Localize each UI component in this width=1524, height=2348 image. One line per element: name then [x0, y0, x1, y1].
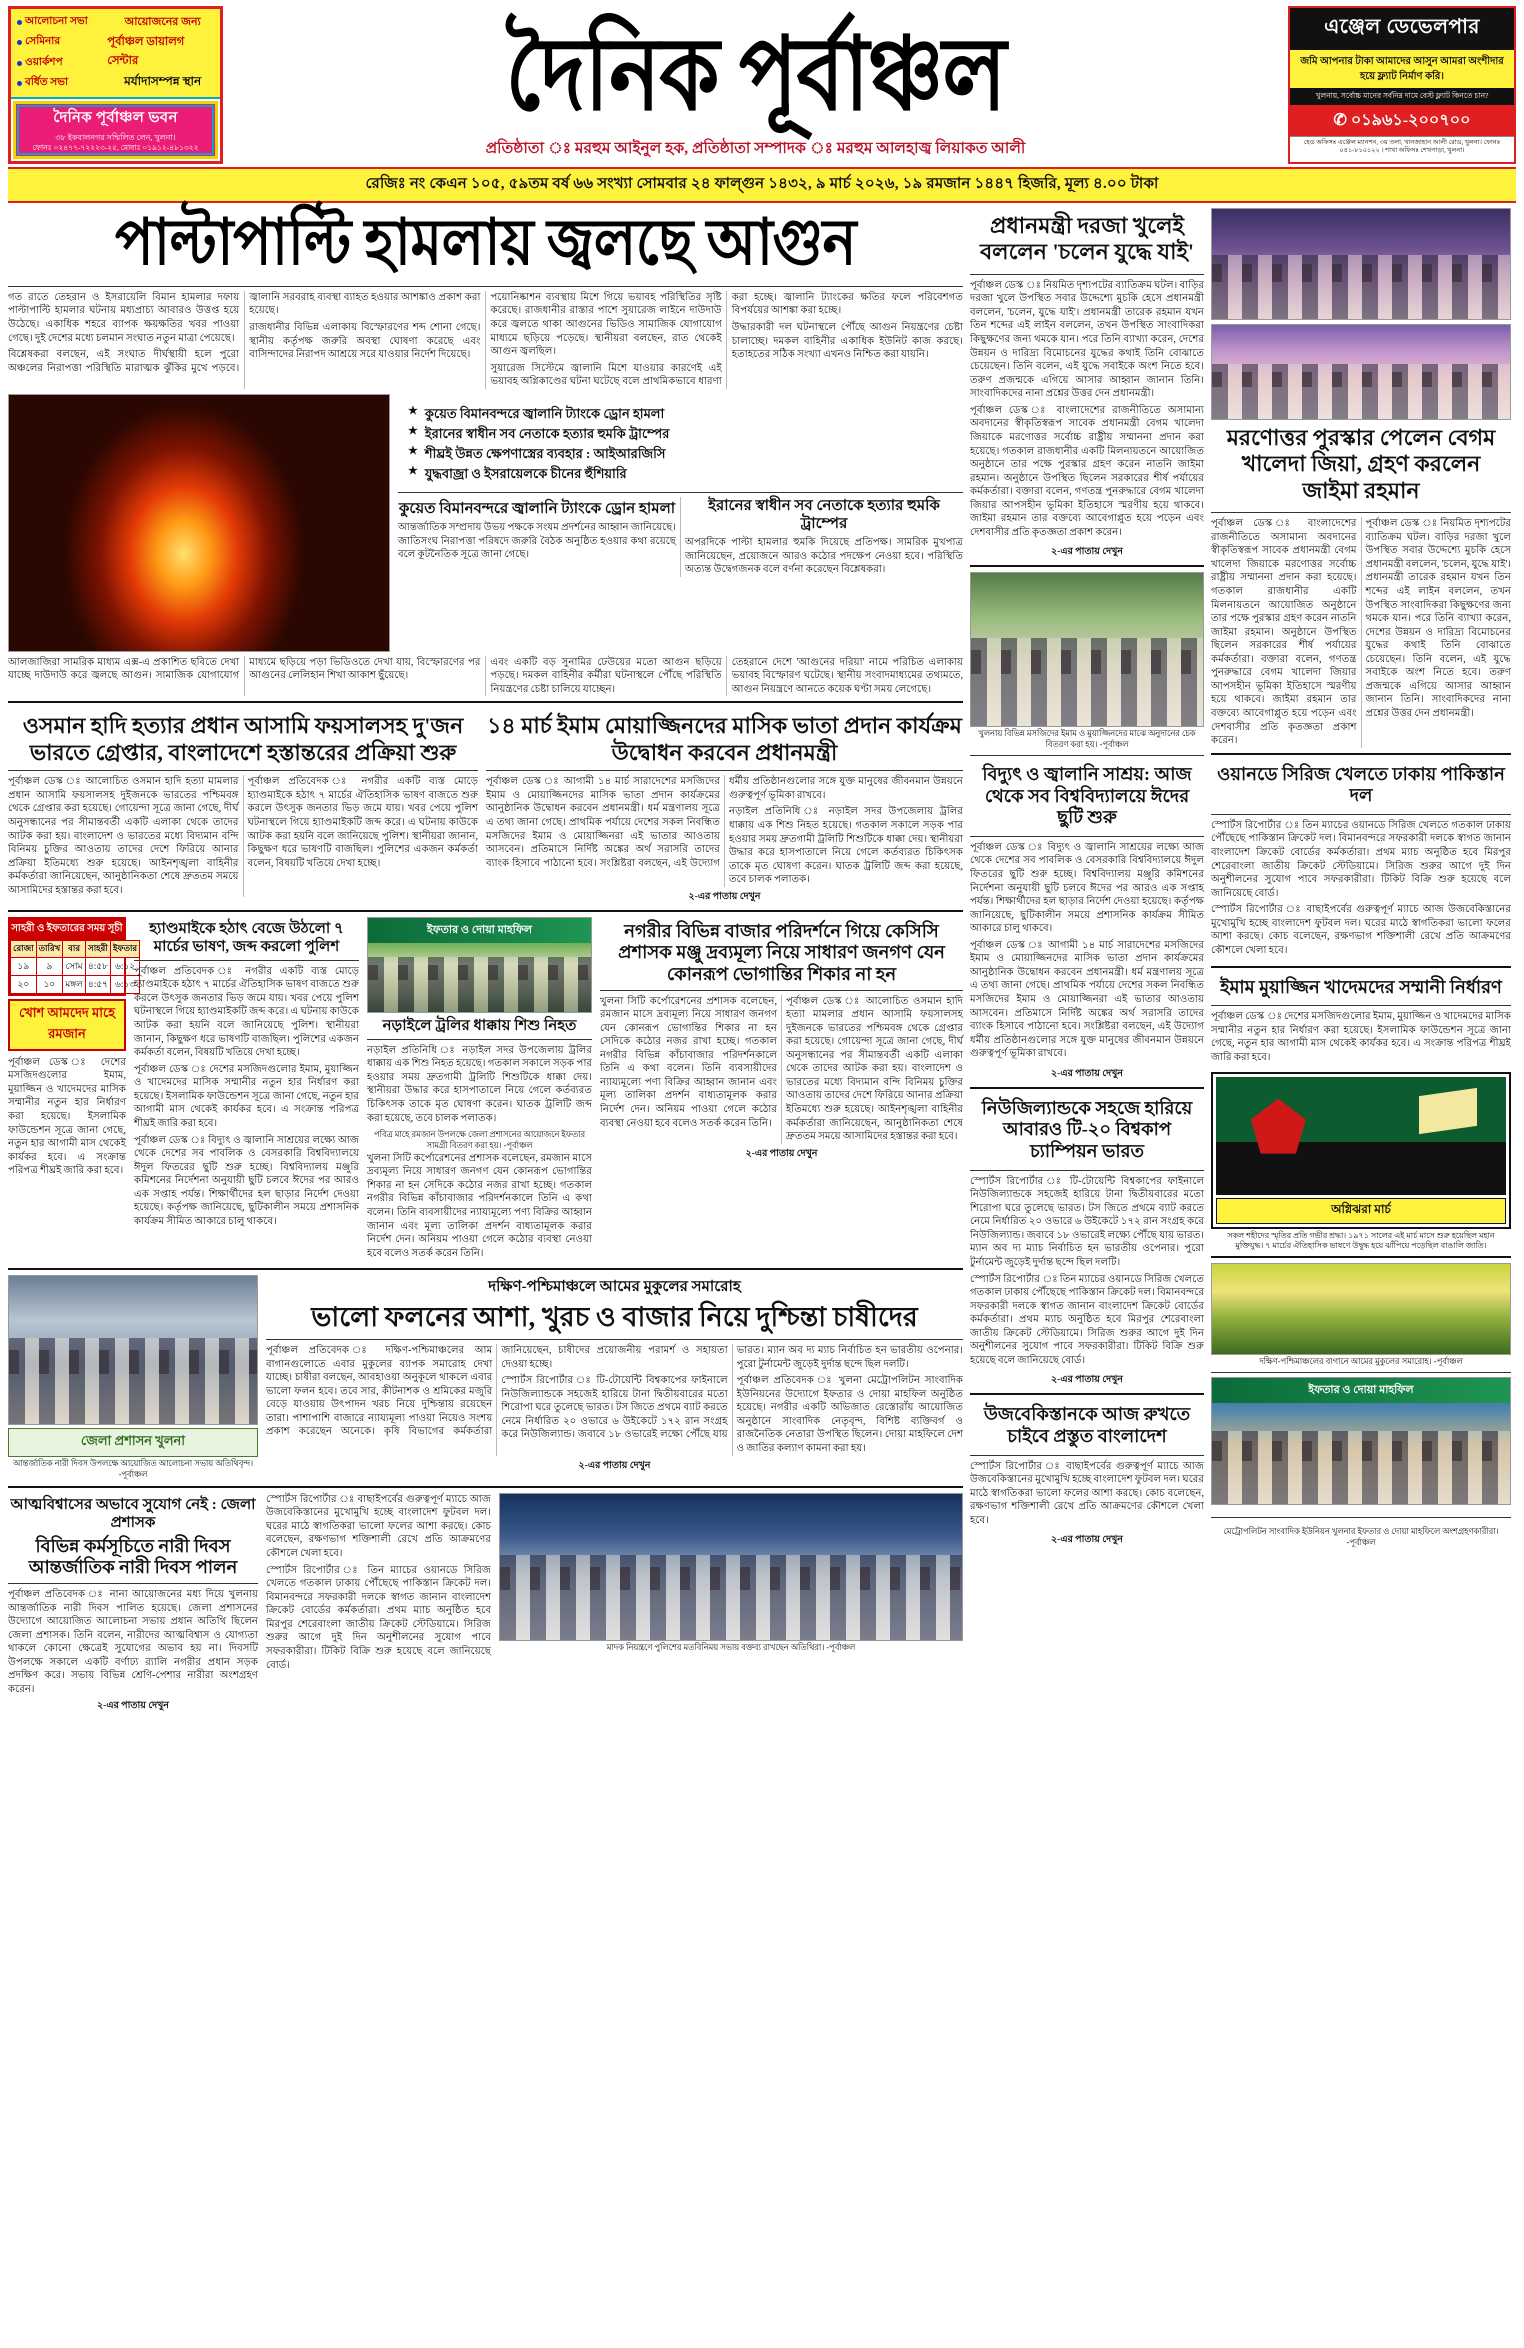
lead-intro-columns	[8, 291, 963, 389]
paragraph: পূর্বাঞ্চল প্রতিবেদক ঃ নগরীর একটি ব্যস্ত মোড়ে হ্যাণ্ডমাইকে হঠাৎ ৭ মার্চের ঐতিহাসিক ভাষণ বাজতে শুরু করলে উৎসুক জনতার ভিড় জমে যায়। খবর পেয়ে পুলিশ ঘটনাস্থলে গিয়ে হ্যাণ্ডমাইকটি জব্দ করে। এ ঘটনায় কাউকে আটক করা হয়নি বলে জানিয়েছে পুলিশ। স্থানীয়রা জানান, কিছুক্ষণ ধরে ভাষণটি বাজছিল। পুলিশের একজন কর্মকর্তা বলেন, বিষয়টি খতিয়ে দেখা হচ্ছে।	[247, 776, 478, 869]
divider	[1211, 1256, 1511, 1258]
cell: সোম	[63, 957, 86, 975]
divider	[1211, 814, 1511, 815]
divider	[970, 1393, 1204, 1395]
story-body	[600, 995, 963, 1144]
mid-story-row	[8, 708, 963, 904]
story-body	[134, 965, 359, 1232]
paragraph: বিশ্লেষকরা বলছেন, এই সংঘাত দীর্ঘস্থায়ী হলে পুরো অঞ্চলের নিরাপত্তা পরিস্থিতি মারাত্মক ঝুঁকির মুখে পড়বে। জ্বালানি সরবরাহ ব্যবস্থা ব্যাহত হওয়ার আশঙ্কাও প্রকাশ করা হয়েছে।	[8, 291, 481, 374]
photo-figures	[1212, 1431, 1510, 1504]
lower-story-row	[8, 917, 963, 1263]
paragraph: স্পোর্টস রিপোর্টার ঃ তিন ম্যাচের ওয়ানডে সিরিজ খেলতে গতকাল ঢাকায় পৌঁছেছে পাকিস্তান ক্রিকেট দল। বিমানবন্দরে সফরকারী দলকে স্বাগত জানান বাংলাদেশ ক্রিকেট বোর্ডের কর্মকর্তারা। প্রথম ম্যাচ অনুষ্ঠিত হবে মিরপুর শেরেবাংলা জাতীয় ক্রিকেট স্টেডিয়ামে। সিরিজ শুরুর আগে দুই দিন অনুশীলনের সুযোগ পাবে সফরকারীরা। টিকিট বিক্রি শুরু হয়েছে বলে জানিয়েছে বোর্ড।	[970, 1273, 1204, 1366]
lead-bullet-item	[408, 464, 953, 484]
photo-figures	[1212, 255, 1510, 319]
cell: ১০	[36, 975, 63, 993]
lead-photo-block	[8, 394, 390, 652]
divider	[266, 1339, 963, 1340]
story-ramadan-market	[600, 917, 963, 1263]
dc-khulna-banner: জেলা প্রশাসন খুলনা	[8, 1428, 258, 1457]
cell: ৯	[36, 957, 63, 975]
paragraph: রাজধানীর বিভিন্ন এলাকায় বিস্ফোরণের শব্দ শোনা গেছে। স্থানীয় কর্তৃপক্ষ জরুরি অবস্থা ঘোষণা করেছে এবং বাসিন্দাদের নিরাপদ আশ্রয়ে সরে যাওয়ার নির্দেশ দিয়েছে।	[249, 321, 481, 361]
col-header: সাহরী	[85, 940, 110, 957]
cell: ৪:৫৮	[85, 957, 110, 975]
paragraph: স্পোর্টস রিপোর্টার ঃ বাছাইপর্বের গুরুত্বপূর্ণ ম্যাচে আজ উজবেকিস্তানের মুখোমুখি হচ্ছে বাংলাদেশ ফুটবল দল। ঘরের মাঠে স্বাগতিকরা ভালো ফলের আশা করছে। কোচ বলেছেন, রক্ষণভাগ শক্তিশালী রেখে প্রতি আক্রমণের কৌশলে খেলা হবে।	[266, 1493, 491, 1559]
story-mango-blossom	[266, 1275, 963, 1481]
paragraph: পূর্বাঞ্চল ডেস্ক ঃ দেশের মসজিদগুলোর ইমাম, মুয়াজ্জিন ও খাদেমদের মাসিক সম্মানীর নতুন হার নির্ধারণ করা হয়েছে। ইসলামিক ফাউন্ডেশন সূত্রে জানা গেছে, নতুন হার আগামী মাস থেকেই কার্যকর হবে। এ সংক্রান্ত পরিপত্র শীঘ্রই জারি করা হবে।	[134, 1063, 359, 1129]
cell: ৬:১৩	[110, 975, 139, 993]
masthead	[8, 6, 1516, 164]
paragraph: এবং একটি বড় সুনামির ঢেউয়ের মতো আগুন ছড়িয়ে পড়ছে। দমকল বাহিনীর কর্মীরা ঘটনাস্থলে পৌঁছে পরিস্থিতি নিয়ন্ত্রণের চেষ্টা চালিয়ে যাচ্ছেন।	[490, 656, 722, 695]
paragraph: স্পোর্টস রিপোর্টার ঃ টি-টোয়েন্টি বিশ্বকাপের ফাইনালে নিউজিল্যান্ডকে সহজেই হারিয়ে টানা দ্বিতীয়বারের মতো শিরোপা ঘরে তুলেছে ভারত। টস জিতে প্রথমে ব্যাট করতে নেমে নির্ধারিত ২০ ওভারে ৬ উইকেটে ১৭২ রান সংগ্রহ করে নিউজিল্যান্ড। জবাবে ১৮ ওভারেই লক্ষ্যে পৌঁছে যায় ভারত। ম্যান অব দ্য ম্যাচ নির্বাচিত হন ভারতীয় ওপেনার। পুরো টুর্নামেন্ট জুড়েই দুর্দান্ত ছন্দে ছিল দলটি।	[970, 1175, 1204, 1268]
ad-dialog-center-text	[107, 12, 218, 94]
star-icon: ★	[408, 404, 418, 417]
paragraph: নড়াইল প্রতিনিধি ঃ নড়াইল সদর উপজেলায় ট্রলির ধাক্কায় এক শিশু নিহত হয়েছে। গতকাল সকালে সড়ক পার হওয়ার সময় দ্রুতগামী ট্রলিটি শিশুটিকে ধাক্কা দেয়। স্থানীয়রা উদ্ধার করে হাসপাতালে নিয়ে গেলে কর্তব্যরত চিকিৎসক তাকে মৃত ঘোষণা করেন। ঘাতক ট্রলিটি জব্দ করা হয়েছে, তবে চালক পলাতক।	[729, 806, 963, 886]
photo-banner: ইফতার ও দোয়া মাহফিল	[1212, 1378, 1510, 1403]
story-body	[266, 1344, 963, 1456]
divider	[970, 274, 1204, 275]
paragraph: পূর্বাঞ্চল প্রতিবেদক ঃ নানা আয়োজনের মধ্য দিয়ে খুলনায় আন্তর্জাতিক নারী দিবস পালিত হয়েছে। জেলা প্রশাসনের উদ্যোগে আয়োজিত আলোচনা সভায় প্রধান অতিথি ছিলেন জেলা প্রশাসক। তিনি বলেন, নারীদের আত্মবিশ্বাস ও যোগ্যতা থাকলে কোনো ক্ষেত্রেই সুযোগের অভাব হয় না। দিবসটি উপলক্ষে সকালে একটি বর্ণাঢ্য র‍্যালি নগরীর প্রধান সড়ক প্রদক্ষিণ করে। সভায় বিভিন্ন শ্রেণি-পেশার নারীরা অংশগ্রহণ করেন।	[8, 1588, 258, 1695]
ad-angel-developer[interactable]	[1288, 6, 1516, 164]
story-headline: ভালো ফলনের আশা, খুরচ ও বাজার নিয়ে দুশ্চিন্তা চাষীদের	[311, 1302, 918, 1333]
ad-bullet-label: বর্ধিত সভা	[25, 77, 69, 89]
mango-blossom-photo	[1211, 1263, 1511, 1355]
divider	[8, 1268, 963, 1270]
paragraph: আন্তর্জাতিক সম্প্রদায় উভয় পক্ষকে সংযম প্রদর্শনের আহ্বান জানিয়েছে। জাতিসংঘ নিরাপত্তা পরিষদে জরুরি বৈঠক অনুষ্ঠিত হওয়ার কথা রয়েছে বলে কূটনৈতিক সূত্রে জানা গেছে।	[398, 522, 676, 561]
divider	[486, 770, 963, 771]
table-row	[11, 957, 140, 975]
ad-building-name: দৈনিক পূর্বাঞ্চল ভবন	[53, 109, 178, 126]
ad-line-1: আয়োজনের জন্য	[124, 15, 201, 28]
masthead-center	[229, 6, 1282, 164]
paragraph: পূর্বাঞ্চল ডেস্ক ঃ আলোচিত ওসমান হাদি হত্যা মামলার প্রধান আসামি ফয়সালসহ দুইজনকে ভারতের পশ্চিমবঙ্গ থেকে গ্রেপ্তার করা হয়েছে। গোয়েন্দা সূত্রে জানা গেছে, দীর্ঘ অনুসন্ধানের পর সীমান্তবর্তী একটি এলাকা থেকে তাদের আটক করা হয়। বাংলাদেশ ও ভারতের মধ্যে বিদ্যমান বন্দি বিনিময় চুক্তির আওতায় তাদের দেশে ফিরিয়ে আনার প্রক্রিয়া ইতিমধ্যে শুরু হয়েছে। আইনশৃঙ্খলা বাহিনীর কর্মকর্তারা জানিয়েছেন, আনুষ্ঠানিকতা শেষে দ্রুততম সময়ে আসামিদের হস্তান্তর করা হবে।	[786, 995, 963, 1143]
ad-bullet-item	[17, 14, 107, 31]
photo-figures	[1212, 364, 1510, 419]
paragraph: পূর্বাঞ্চল প্রতিবেদক ঃ দক্ষিণ-পশ্চিমাঞ্চলের আম বাগানগুলোতে এবার মুকুলের ব্যাপক সমারোহ দেখা যাচ্ছে। চাষীরা বলছেন, আবহাওয়া অনুকূলে থাকলে এবার ভালো ফলন হবে। তবে সার, কীটনাশক ও শ্রমিকের মজুরি বেড়ে যাওয়ায় উৎপাদন খরচ নিয়ে দুশ্চিন্তায় রয়েছেন তারা। পাশাপাশি বাজারে ন্যায্যমূল্য পাওয়া নিয়েও সংশয় প্রকাশ করেছেন অনেকে। কৃষি বিভাগের কর্মকর্তারা জানিয়েছেন, চাষীদের প্রয়োজনীয় পরামর্শ ও সহায়তা দেওয়া হচ্ছে।	[266, 1345, 728, 1438]
story-headline-eid-holiday: বিদ্যুৎ ও জ্বালানি সাশ্রয়: আজ থেকে সব বিশ্ববিদ্যালয়ে ঈদের ছুটি শুরু	[982, 764, 1192, 828]
continuation-note[interactable]: ২-এর পাতায় দেখুন	[745, 1148, 818, 1159]
story-natore-child	[367, 917, 592, 1263]
photo-caption: আন্তর্জাতিক নারী দিবস উপলক্ষে আয়োজিত আলোচনা সভায় অতিথিবৃন্দ। -পূর্বাঞ্চল	[12, 1459, 254, 1479]
story-headline: নগরীর বিভিন্ন বাজার পরিদর্শনে গিয়ে কেসিসি প্রশাসক মঞ্জু দ্রব্যমূল্য নিয়ে সাধারণ জনগণ যেন কোনরূপ ভোগান্তির শিকার না হন	[618, 920, 945, 984]
story-headline: ১৪ মার্চ ইমাম মোয়াজ্জিনদের মাসিক ভাতা প্রদান কার্যক্রম উদ্বোধন করবেন প্রধানমন্ত্রী	[487, 713, 962, 765]
ad-bullet-item	[17, 34, 107, 51]
paragraph: স্পোর্টস রিপোর্টার ঃ তিন ম্যাচের ওয়ানডে সিরিজ খেলতে গতকাল ঢাকায় পৌঁছেছে পাকিস্তান ক্রিকেট দল। বিমানবন্দরে সফরকারী দলকে স্বাগত জানান বাংলাদেশ ক্রিকেট বোর্ডের কর্মকর্তারা। প্রথম ম্যাচ অনুষ্ঠিত হবে মিরপুর শেরেবাংলা জাতীয় ক্রিকেট স্টেডিয়ামে। সিরিজ শুরুর আগে দুই দিন অনুশীলনের সুযোগ পাবে সফরকারীরা। টিকিট বিক্রি শুরু হয়েছে বলে জানিয়েছে বোর্ড।	[266, 1564, 491, 1671]
story-headline: বিভিন্ন কর্মসূচিতে নারী দিবস আন্তর্জাতিক নারী দিবস পালন	[28, 1535, 238, 1578]
divider	[398, 492, 963, 493]
award-ceremony-photo	[1211, 208, 1511, 320]
story-mic-speech	[134, 917, 359, 1263]
paragraph: তেহরানে দেশে 'আগুনের দরিয়া' নামে পরিচিত এলাকায় ভয়াবহ বিস্ফোরণ ঘটেছে। স্থানীয় সংবাদমাধ্যমের তথ্যমতে, আগুন নিয়ন্ত্রণে আনতে কয়েক ঘণ্টা সময় লেগেছে।	[731, 656, 963, 695]
lead-side-block	[398, 394, 963, 652]
ad-dialog-center-top	[11, 9, 220, 97]
prayer-table	[10, 940, 140, 994]
divider	[8, 286, 963, 287]
founder-line: প্রতিষ্ঠাতা ঃ মরহুম আইনুল হক, প্রতিষ্ঠাতা সম্পাদক ঃ মরহুম আলহাজ্ব লিয়াকত আলী	[485, 139, 1026, 157]
paragraph: স্পোর্টস রিপোর্টার ঃ তিন ম্যাচের ওয়ানডে সিরিজ খেলতে গতকাল ঢাকায় পৌঁছেছে পাকিস্তান ক্রিকেট দল। বিমানবন্দরে সফরকারী দলকে স্বাগত জানান বাংলাদেশ ক্রিকেট বোর্ডের কর্মকর্তারা। প্রথম ম্যাচ অনুষ্ঠিত হবে মিরপুর শেরেবাংলা জাতীয় ক্রিকেট স্টেডিয়ামে। সিরিজ শুরুর আগে দুই দিন অনুশীলনের সুযোগ পাবে সফরকারীরা। টিকিট বিক্রি শুরু হয়েছে বলে জানিয়েছে বোর্ড।	[1211, 819, 1511, 899]
fire-photo	[8, 394, 390, 652]
paragraph: স্পোর্টস রিপোর্টার ঃ টি-টোয়েন্টি বিশ্বকাপের ফাইনালে নিউজিল্যান্ডকে সহজেই হারিয়ে টানা দ্বিতীয়বারের মতো শিরোপা ঘরে তুলেছে ভারত। টস জিতে প্রথমে ব্যাট করতে নেমে নির্ধারিত ২০ ওভারে ৬ উইকেটে ১৭২ রান সংগ্রহ করে নিউজিল্যান্ড। জবাবে ১৮ ওভারেই লক্ষ্যে পৌঁছে যায় ভারত। ম্যান অব দ্য ম্যাচ নির্বাচিত হন ভারতীয় ওপেনার। পুরো টুর্নামেন্ট জুড়েই দুর্দান্ত ছন্দে ছিল দলটি।	[501, 1345, 963, 1441]
paragraph: পূর্বাঞ্চল ডেস্ক ঃ বাংলাদেশের রাজনীতিতে অসামান্য অবদানের স্বীকৃতিস্বরূপ সাবেক প্রধানমন্ত্রী বেগম খালেদা জিয়াকে মরণোত্তর সর্বোচ্চ রাষ্ট্রীয় সম্মাননা প্রদান করা হয়েছে। গতকাল রাজধানীর একটি মিলনায়তনে আয়োজিত অনুষ্ঠানে তার পক্ষে পুরস্কার গ্রহণ করেন নাতনি জাইমা রহমান। অনুষ্ঠানে উপস্থিত ছিলেন সরকারের শীর্ষ পর্যায়ের কর্মকর্তারা। বক্তারা বলেন, গণতন্ত্র পুনরুদ্ধারে বেগম খালেদা জিয়ার আপসহীন ভূমিকা ইতিহাসে স্মরণীয় হয়ে থাকবে। জাইমা রহমান তার বক্তব্যে আবেগাপ্লুত হয়ে পড়েন এবং দেশবাসীর প্রতি কৃতজ্ঞতা প্রকাশ করেন।	[1211, 518, 1357, 747]
continuation-note[interactable]: ২-এর পাতায় দেখুন	[1051, 1375, 1123, 1386]
paper-title: দৈনিক পূর্বাঞ্চল	[505, 18, 1006, 132]
ad-dialog-center[interactable]	[8, 6, 223, 164]
story-body	[486, 775, 963, 887]
divider	[1211, 1372, 1511, 1373]
ad-bullet-label: আলোচনা সভা	[25, 15, 88, 27]
sub-headline: ইরানের স্বাধীন সব নেতাকে হত্যার হুমকি ট্রাম্পের	[708, 498, 940, 533]
bullet-dot-icon	[17, 81, 22, 86]
col-header: ইফতার	[110, 940, 139, 957]
prayer-time-table	[8, 917, 138, 996]
divider	[8, 910, 963, 912]
lead-subhead-columns	[398, 497, 963, 577]
paragraph: পূর্বাঞ্চল ডেস্ক ঃ বাংলাদেশের রাজনীতিতে অসামান্য অবদানের স্বীকৃতিস্বরূপ সাবেক প্রধানমন্ত্রী বেগম খালেদা জিয়াকে মরণোত্তর সর্বোচ্চ রাষ্ট্রীয় সম্মাননা প্রদান করা হয়েছে। গতকাল রাজধানীর একটি মিলনায়তনে আয়োজিত অনুষ্ঠানে তার পক্ষে পুরস্কার গ্রহণ করেন নাতনি জাইমা রহমান। অনুষ্ঠানে উপস্থিত ছিলেন সরকারের শীর্ষ পর্যায়ের কর্মকর্তারা। বক্তারা বলেন, গণতন্ত্র পুনরুদ্ধারে বেগম খালেদা জিয়ার আপসহীন ভূমিকা ইতিহাসে স্মরণীয় হয়ে থাকবে। জাইমা রহমান তার বক্তব্যে আবেগাপ্লুত হয়ে পড়েন এবং দেশবাসীর প্রতি কৃতজ্ঞতা প্রকাশ করেন।	[970, 404, 1204, 538]
story-headline: ওসমান হাদি হত্যার প্রধান আসামি ফয়সালসহ দু'জন ভারতে গ্রেপ্তার, বাংলাদেশে হস্তান্তরের প্রক্রিয়া শুরু	[22, 713, 464, 765]
lead-bullet-label: কুয়েত বিমানবন্দরে জ্বালানি ট্যাংকে ড্রোন হামলা	[424, 405, 665, 421]
ad-bullet-label: ওয়ার্কশপ	[25, 56, 63, 68]
police-photo-block	[499, 1493, 963, 1715]
story-osman-hadi	[8, 708, 478, 904]
paragraph: খুলনা সিটি কর্পোরেশনের প্রশাসক বলেছেন, রমজান মাসে দ্রব্যমূল্য নিয়ে সাধারণ জনগণ যেন কোনরূপ ভোগান্তির শিকার না হন সেদিকে কঠোর নজর রাখা হচ্ছে। গতকাল নগরীর বিভিন্ন কাঁচাবাজার পরিদর্শনকালে তিনি এ কথা বলেন। তিনি ব্যবসায়ীদের ন্যায্যমূল্যে পণ্য বিক্রির আহ্বান জানান এবং মূল্য তালিকা প্রদর্শন বাধ্যতামূলক করার নির্দেশ দেন। অনিয়ম পাওয়া গেলে কঠোর ব্যবস্থা নেওয়া হবে বলেও সতর্ক করেন তিনি।	[367, 1152, 592, 1259]
ad-march-caption: অগ্নিঝরা মার্চ	[1216, 1198, 1506, 1224]
paragraph: পূর্বাঞ্চল ডেস্ক ঃ আগামী ১৪ মার্চ সারাদেশের মসজিদের ইমাম ও মোয়াজ্জিনদের মাসিক ভাতা প্রদান কার্যক্রমের আনুষ্ঠানিক উদ্বোধন করবেন প্রধানমন্ত্রী। ধর্ম মন্ত্রণালয় সূত্রে এ তথ্য জানা গেছে। প্রাথমিক পর্যায়ে দেশের সকল নিবন্ধিত মসজিদের ইমাম ও মোয়াজ্জিনরা এই ভাতার আওতায় আসবেন। প্রতিমাসে নির্দিষ্ট অঙ্কের অর্থ সরাসরি তাদের ব্যাংক হিসাবে পাঠানো হবে। সংশ্লিষ্টরা বলছেন, এই উদ্যোগ ধর্মীয় প্রতিষ্ঠানগুলোর সঙ্গে যুক্ত মানুষের জীবনমান উন্নয়নে গুরুত্বপূর্ণ ভূমিকা রাখবে।	[970, 939, 1204, 1060]
paragraph: পূর্বাঞ্চল ডেস্ক ঃ নিয়মিত দৃশ্যপটের ব্যাতিক্রম ঘটল। বাড়ির দরজা খুলে উপস্থিত সবার উদ্দেশ্যে মুচকি হেসে প্রধানমন্ত্রী বললেন, 'চলেন, যুদ্ধে যাই'। প্রধানমন্ত্রী তারেক রহমান যখন তিন শব্দের এই লাইন বললেন, তখন উপস্থিত সাংবাদিকরা কিছুক্ষণের জন্য থমকে যান। পরে তিনি ব্যাখ্যা করেন, দেশের উন্নয়ন ও দারিদ্র্য বিমোচনের যুদ্ধের কথাই তিনি বোঝাতে চেয়েছেন। তিনি বলেন, এই যুদ্ধে সবাইকে অংশ নিতে হবে। তরুণ প্রজন্মকে এগিয়ে আসার আহ্বান জানান তিনি। সাংবাদিকদের নানা প্রশ্নের উত্তর দেন প্রধানমন্ত্রী।	[970, 279, 1204, 400]
ad-brand-name: এঞ্জেল ডেভেলপার	[1290, 8, 1514, 50]
divider	[1211, 1517, 1511, 1518]
divider	[1211, 512, 1511, 513]
iftar-distribution-photo	[367, 917, 592, 1013]
divider	[134, 960, 359, 961]
photo-caption: খুলনায় বিভিন্ন মসজিদের ইমাম ও মুয়াজ্জিনদের মাঝে অনুদানের চেক বিতরণ করা হয়। -পূর্বাঞ্চল	[978, 729, 1196, 750]
dc-meeting-photo	[8, 1275, 258, 1425]
divider	[1211, 753, 1511, 755]
table-row	[11, 975, 140, 993]
photo-banner: ইফতার ও দোয়া মাহফিল	[368, 918, 591, 943]
story-headline-imam-muazzin: ইমাম মুয়াজ্জিন খাদেমদের সম্মানী নির্ধারণ	[1220, 976, 1502, 997]
paragraph: খুলনা সিটি কর্পোরেশনের প্রশাসক বলেছেন, রমজান মাসে দ্রব্যমূল্য নিয়ে সাধারণ জনগণ যেন কোনরূপ ভোগান্তির শিকার না হন সেদিকে কঠোর নজর রাখা হচ্ছে। গতকাল নগরীর বিভিন্ন কাঁচাবাজার পরিদর্শনকালে তিনি এ কথা বলেন। তিনি ব্যবসায়ীদের ন্যায্যমূল্যে পণ্য বিক্রির আহ্বান জানান এবং মূল্য তালিকা প্রদর্শন বাধ্যতামূলক করার নির্দেশ দেন। অনিয়ম পাওয়া গেলে কঠোর ব্যবস্থা নেওয়া হবে বলেও সতর্ক করেন তিনি।	[600, 995, 777, 1129]
story-imam-allowance	[486, 708, 963, 904]
cell: মঙ্গল	[63, 975, 86, 993]
photo-caption: দক্ষিণ-পশ্চিমাঞ্চলের বাগানে আমের মুকুলের সমারোহ। -পূর্বাঞ্চল	[1259, 1357, 1463, 1367]
ad-footer-address: হেড অফিসঃ এঞ্জেল ম্যানশন, ৩য় তলা, খানজাহান আলী রোড, খুলনা। ফোনঃ ০৪১-৮১০১২২ । শাখা অফিসঃ শেখপাড়া, খুলনা।	[1290, 136, 1514, 159]
ad-line-3: মর্যাদাসম্পন্ন স্থান	[124, 74, 202, 89]
photo-caption: মাদক নিয়ন্ত্রণে পুলিশের মতবিনিময় সভায় বক্তব্য রাখছেন অতিথিরা। -পূর্বাঞ্চল	[606, 1642, 856, 1652]
prayer-table-title: সাহরী ও ইফতারের সময় সূচী	[10, 919, 124, 940]
lead-photo-row	[8, 394, 963, 652]
paragraph: পূর্বাঞ্চল ডেস্ক ঃ বিদ্যুৎ ও জ্বালানি সাশ্রয়ের লক্ষ্যে আজ থেকে দেশের সব পাবলিক ও বেসরকারি বিশ্ববিদ্যালয়ে ঈদুল ফিতরের ছুটি শুরু হচ্ছে। বিশ্ববিদ্যালয় মঞ্জুরি কমিশনের নির্দেশনা অনুযায়ী ছুটি চলবে ঈদের পর আরও এক সপ্তাহ পর্যন্ত। শিক্ষার্থীদের হল ছাড়ার নির্দেশ দেওয়া হয়েছে। কর্তৃপক্ষ জানিয়েছে, ছুটিকালীন সময়ে প্রশাসনিক কার্যক্রম সীমিত আকারে চালু থাকবে।	[970, 841, 1204, 935]
paragraph: অপরদিকে পাল্টা হামলার হুমকি দিয়েছে প্রতিপক্ষ। সামরিক মুখপাত্র জানিয়েছেন, প্রয়োজনে আরও কঠোর পদক্ষেপ নেওয়া হবে। পরিস্থিতি অত্যন্ত উদ্বেগজনক বলে বর্ণনা করেছেন বিশ্লেষকরা।	[685, 537, 963, 576]
divider	[970, 755, 1204, 756]
cell: ১৯	[11, 957, 37, 975]
prayer-time-block	[8, 917, 138, 1263]
star-icon: ★	[408, 445, 418, 458]
divider	[1211, 1005, 1511, 1006]
cell: ৬:১২	[110, 957, 139, 975]
lead-bullet-item	[408, 424, 953, 444]
cheque-handover-photo	[970, 572, 1204, 727]
ad-building-address: ৩৮ ইকবালনগর সম্মিলিত লেন, খুলনা।	[55, 132, 176, 142]
paragraph: নড়াইল প্রতিনিধি ঃ নড়াইল সদর উপজেলায় ট্রলির ধাক্কায় এক শিশু নিহত হয়েছে। গতকাল সকালে সড়ক পার হওয়ার সময় দ্রুতগামী ট্রলিটি শিশুটিকে ধাক্কা দেয়। স্থানীয়রা উদ্ধার করে হাসপাতালে নিয়ে গেলে কর্তব্যরত চিকিৎসক তাকে মৃত ঘোষণা করেন। ঘাতক ট্রলিটি জব্দ করা হয়েছে, তবে চালক পলাতক।	[367, 1044, 592, 1124]
dc-photo-block	[8, 1275, 258, 1481]
paragraph: স্পোর্টস রিপোর্টার ঃ বাছাইপর্বের গুরুত্বপূর্ণ ম্যাচে আজ উজবেকিস্তানের মুখোমুখি হচ্ছে বাংলাদেশ ফুটবল দল। ঘরের মাঠে স্বাগতিকরা ভালো ফলের আশা করছে। কোচ বলেছেন, রক্ষণভাগ শক্তিশালী রেখে প্রতি আক্রমণের কৌশলে খেলা হবে।	[970, 1460, 1204, 1526]
story-headline: হ্যাণ্ডমাইকে হঠাৎ বেজে উঠলো ৭ মার্চের ভাষণ, জব্দ করলো পুলিশ	[149, 920, 344, 955]
page-content	[8, 208, 1516, 1714]
column-middle-right	[970, 208, 1204, 1714]
photo-figures	[500, 1555, 962, 1640]
photo-caption: মেট্রোপলিটন সাংবাদিক ইউনিয়ন খুলনার ইফতার ও দোয়া মাহফিলে অংশগ্রহণকারীরা। -পূর্বাঞ্চল	[1223, 1527, 1499, 1547]
story-body	[1211, 517, 1511, 748]
red-shape-icon	[1251, 1099, 1306, 1154]
continuation-note[interactable]: ২-এর পাতায় দেখুন	[1051, 1068, 1123, 1079]
continuation-note[interactable]: ২-এর পাতায় দেখুন	[1051, 1535, 1123, 1546]
story-body	[8, 775, 478, 897]
divider	[8, 701, 963, 703]
lead-bullet-list	[398, 400, 963, 489]
lead-headline: পাল্টাপাল্টি হামলায় জ্বলছে আগুন	[114, 208, 857, 279]
paragraph: উদ্ধারকারী দল ঘটনাস্থলে পৌঁছে আগুন নিয়ন্ত্রণের চেষ্টা চালাচ্ছে। দমকল বাহিনীর একাধিক ইউনিট কাজ করছে। হতাহতের সঠিক সংখ্যা এখনও নিশ্চিত করা যায়নি।	[731, 321, 963, 361]
col-header: রোজা	[11, 940, 37, 957]
cell: ২০	[11, 975, 37, 993]
ad-march-subtext: সকল শহীদের স্মৃতির প্রতি গভীর শ্রদ্ধা। ১৯৭১ সালের এই মার্চ মাসে শুরু হয়েছিল মহান মুক্তিযুদ্ধ। ৭ মার্চের ঐতিহাসিক ভাষণে উদ্বুদ্ধ হয়ে ঝাঁপিয়ে পড়েছিল বাঙালি জাতি।	[1227, 1231, 1495, 1251]
divider	[8, 770, 478, 771]
photo-figures	[368, 957, 591, 1012]
star-icon: ★	[408, 465, 418, 478]
photo-figures	[9, 1338, 257, 1424]
paragraph: গত রাতে তেহরান ও ইসরায়েলি বিমান হামলার দফায় পাল্টাপাল্টি হামলার ঘটনায় মধ্যপ্রাচ্য আবারও উত্তপ্ত হয়ে উঠেছে। একাধিক শহরে ব্যাপক ক্ষয়ক্ষতির খবর পাওয়া গেছে। দুই দেশের মধ্যে চলমান সংঘাত নতুন মাত্রা পেয়েছে।	[8, 291, 240, 344]
ad-building-phone: ফোনঃ ০২৪৭৭-৭২২২৩-২৫, মোবাঃ ০১৯১২-৪৮১৩২২	[32, 142, 199, 152]
women-day-block	[8, 1493, 258, 1715]
divider	[970, 565, 1204, 567]
paragraph: পূর্বাঞ্চল ডেস্ক ঃ দেশের মসজিদগুলোর ইমাম, মুয়াজ্জিন ও খাদেমদের মাসিক সম্মানীর নতুন হার নির্ধারণ করা হয়েছে। ইসলামিক ফাউন্ডেশন সূত্রে জানা গেছে, নতুন হার আগামী মাস থেকেই কার্যকর হবে। এ সংক্রান্ত পরিপত্র শীঘ্রই জারি করা হবে।	[1211, 1011, 1511, 1063]
ad-ognijhora-march[interactable]	[1211, 1072, 1511, 1229]
divider	[1211, 966, 1511, 968]
divider	[8, 1486, 963, 1488]
women-day-extra	[266, 1493, 491, 1715]
ramadan-welcome-banner: খোশ আমদেদ মাহে রমজান	[8, 999, 126, 1051]
bullet-dot-icon	[17, 20, 22, 25]
paragraph: আলজাজিরা সামরিক মাধ্যম এক্স-এ প্রকাশিত ছবিতে দেখা যাচ্ছে দাউদাউ করে জ্বলছে আগুন। সামাজিক যোগাযোগ মাধ্যমে ছড়িয়ে পড়া ভিডিওতে দেখা যায়, বিস্ফোরণের পর আগুনের লেলিহান শিখা আকাশ ছুঁয়েছে।	[8, 656, 481, 682]
lead-bullet-label: ইরানের স্বাধীন সব নেতাকে হত্যার হুমকি ট্রাম্পের	[424, 425, 670, 441]
paragraph: পূর্বাঞ্চল ডেস্ক ঃ আলোচিত ওসমান হাদি হত্যা মামলার প্রধান আসামি ফয়সালসহ দুইজনকে ভারতের পশ্চিমবঙ্গ থেকে গ্রেপ্তার করা হয়েছে। গোয়েন্দা সূত্রে জানা গেছে, দীর্ঘ অনুসন্ধানের পর সীমান্তবর্তী একটি এলাকা থেকে তাদের আটক করা হয়। বাংলাদেশ ও ভারতের মধ্যে বিদ্যমান বন্দি বিনিময় চুক্তির আওতায় তাদের দেশে ফিরিয়ে আনার প্রক্রিয়া ইতিমধ্যে শুরু হয়েছে। আইনশৃঙ্খলা বাহিনীর কর্মকর্তারা জানিয়েছেন, আনুষ্ঠানিকতা শেষে দ্রুততম সময়ে আসামিদের হস্তান্তর করা হবে।	[8, 776, 239, 896]
story-headline-uzbekistan: উজবেকিস্তানকে আজ রুখতে চাইবে প্রস্তুত বাংলাদেশ	[983, 1404, 1191, 1447]
cell: ৪:৫৭	[85, 975, 110, 993]
ad-march-art	[1216, 1077, 1506, 1195]
continuation-note[interactable]: ২-এর পাতায় দেখুন	[1051, 547, 1123, 558]
story-headline-pakistan: ওয়ানডে সিরিজ খেলতে ঢাকায় পাকিস্তান দল	[1217, 763, 1505, 806]
column-right	[1211, 208, 1511, 1714]
bullet-dot-icon	[17, 40, 22, 45]
women-day-row	[8, 1493, 963, 1715]
paragraph: পূর্বাঞ্চল ডেস্ক ঃ নিয়মিত দৃশ্যপটের ব্যাতিক্রম ঘটল। বাড়ির দরজা খুলে উপস্থিত সবার উদ্দেশ্যে মুচকি হেসে প্রধানমন্ত্রী বললেন, 'চলেন, যুদ্ধে যাই'। প্রধানমন্ত্রী তারেক রহমান যখন তিন শব্দের এই লাইন বললেন, তখন উপস্থিত সাংবাদিকরা কিছুক্ষণের জন্য থমকে যান। পরে তিনি ব্যাখ্যা করেন, দেশের উন্নয়ন ও দারিদ্র্য বিমোচনের যুদ্ধের কথাই তিনি বোঝাতে চেয়েছেন। তিনি বলেন, এই যুদ্ধে সবাইকে অংশ নিতে হবে। তরুণ প্রজন্মকে এগিয়ে আসার আহ্বান জানান তিনি। সাংবাদিকদের নানা প্রশ্নের উত্তর দেন প্রধানমন্ত্রী।	[1365, 518, 1511, 720]
lead-bullet-item	[408, 404, 953, 424]
lead-bullet-label: যুদ্ধবাজ্রা ও ইসরায়েলকে চীনের হুঁশিয়ারি	[424, 466, 627, 482]
table-header-row	[11, 940, 140, 957]
photo-figures	[971, 638, 1203, 727]
ad-bullet-item	[17, 75, 107, 92]
paragraph: পূর্বাঞ্চল ডেস্ক ঃ দেশের মসজিদগুলোর ইমাম, মুয়াজ্জিন ও খাদেমদের মাসিক সম্মানীর নতুন হার নির্ধারণ করা হয়েছে। ইসলামিক ফাউন্ডেশন সূত্রে জানা গেছে, নতুন হার আগামী মাস থেকেই কার্যকর হবে। এ সংক্রান্ত পরিপত্র শীঘ্রই জারি করা হবে।	[8, 1056, 126, 1177]
paragraph: পূর্বাঞ্চল প্রতিবেদক ঃ নগরীর একটি ব্যস্ত মোড়ে হ্যাণ্ডমাইকে হঠাৎ ৭ মার্চের ঐতিহাসিক ভাষণ বাজতে শুরু করলে উৎসুক জনতার ভিড় জমে যায়। খবর পেয়ে পুলিশ ঘটনাস্থলে গিয়ে হ্যাণ্ডমাইকটি জব্দ করে। এ ঘটনায় কাউকে আটক করা হয়নি বলে জানিয়েছে পুলিশ। স্থানীয়রা জানান, কিছুক্ষণ ধরে ভাষণটি বাজছিল। পুলিশের একজন কর্মকর্তা বলেন, বিষয়টি খতিয়ে দেখা হচ্ছে।	[134, 965, 359, 1059]
star-icon: ★	[408, 424, 418, 437]
ad-bullet-label: সেমিনার	[25, 36, 61, 48]
award-ceremony-photo-2	[1211, 324, 1511, 420]
iftar-mahfil-photo	[1211, 1377, 1511, 1505]
story-headline-pm-door: প্রধানমন্ত্রী দরজা খুলেই বললেন 'চলেন যুদ্ধে যাই'	[979, 213, 1195, 265]
ad-building-block	[11, 97, 220, 161]
col-header: বার	[63, 940, 86, 957]
story-headline-khaleda: মরণোত্তর পুরস্কার পেলেন বেগম খালেদা জিয়া, গ্রহণ করলেন জাইমা রহমান	[1226, 425, 1496, 503]
story-kicker: আত্মবিশ্বাসের অভাবে সুযোগ নেই : জেলা প্রশাসক	[10, 1496, 256, 1531]
divider	[970, 1455, 1204, 1456]
story-headline: নড়াইলে ট্রলির ধাক্কায় শিশু নিহত	[382, 1017, 577, 1034]
divider	[970, 1170, 1204, 1171]
bullet-dot-icon	[17, 61, 22, 66]
story-kicker: দক্ষিণ-পশ্চিমাঞ্চলে আমের মুকুলের সমারোহ	[488, 1279, 741, 1296]
paragraph: পয়োনিষ্কাশন ব্যবস্থায় মিশে গিয়ে ভয়াবহ পরিস্থিতির সৃষ্টি করেছে। রাজধানীর রাস্তার পাশে সুয়ারেজ লাইনে দাউদাউ করে জ্বলতে থাকা আগুনের ভিডিও সামাজিক যোগাযোগ মাধ্যমে ছড়িয়ে পড়েছে। স্থানীয়রা বলছেন, রাত থেকেই আগুন জ্বলছিল।	[490, 291, 722, 358]
ad-bullet-list	[13, 12, 107, 94]
divider	[970, 1087, 1204, 1089]
divider	[367, 1039, 592, 1040]
ad-building-inner	[13, 101, 218, 159]
story-headline-t20: নিউজিল্যান্ডকে সহজে হারিয়ে আবারও টি-২০ বিশ্বকাপ চ্যাম্পিয়ন ভারত	[981, 1097, 1193, 1161]
divider	[970, 836, 1204, 837]
continuation-note[interactable]: ২-এর পাতায় দেখুন	[97, 1701, 169, 1712]
divider	[8, 1583, 258, 1584]
ad-tagline: জমি আপনার টাকা আমাদের আসুন আমরা অংশীদার হয়ে ফ্ল্যাট নির্মাণ করি।	[1290, 50, 1514, 88]
ad-subtext: খুলনায়, সর্বোচ্চ মানের সর্বনিম্ন দামে বেস্ট ফ্ল্যাট কিনতে চান?	[1290, 88, 1514, 105]
paragraph: পূর্বাঞ্চল ডেস্ক ঃ আগামী ১৪ মার্চ সারাদেশের মসজিদের ইমাম ও মোয়াজ্জিনদের মাসিক ভাতা প্রদান কার্যক্রমের আনুষ্ঠানিক উদ্বোধন করবেন প্রধানমন্ত্রী। ধর্ম মন্ত্রণালয় সূত্রে এ তথ্য জানা গেছে। প্রাথমিক পর্যায়ে দেশের সকল নিবন্ধিত মসজিদের ইমাম ও মোয়াজ্জিনরা এই ভাতার আওতায় আসবেন। প্রতিমাসে নির্দিষ্ট অঙ্কের অর্থ সরাসরি তাদের ব্যাংক হিসাবে পাঠানো হবে। সংশ্লিষ্টরা বলছেন, এই উদ্যোগ ধর্মীয় প্রতিষ্ঠানগুলোর সঙ্গে যুক্ত মানুষের জীবনমান উন্নয়নে গুরুত্বপূর্ণ ভূমিকা রাখবে।	[486, 776, 963, 869]
lead-continue-columns	[8, 656, 963, 697]
sub-headline: কুয়েত বিমানবন্দরে জ্বালানি ট্যাংকে ড্রোন হামলা	[398, 501, 676, 518]
col-header: তারিখ	[36, 940, 63, 957]
paragraph: সুয়ারেজ সিস্টেমে জ্বালানি মিশে যাওয়ার কারণেই এই ভয়াবহ অগ্নিকাণ্ডের ঘটনা ঘটেছে বলে প্রাথমিকভাবে ধারণা করা হচ্ছে। জ্বালানি ট্যাংকের ক্ষতির ফলে পরিবেশগত বিপর্যয়ের আশঙ্কা করা হচ্ছে।	[490, 291, 963, 388]
divider	[600, 990, 963, 991]
continuation-note[interactable]: ২-এর পাতায় দেখুন	[688, 891, 761, 902]
flag-icon	[1419, 1087, 1477, 1133]
lead-bullet-item	[408, 444, 953, 464]
ad-phone[interactable]: ✆ ০১৯৬১-২০০৭০০	[1290, 105, 1514, 136]
mango-story-row	[8, 1275, 963, 1481]
paragraph: পূর্বাঞ্চল প্রতিবেদক ঃ খুলনা মেট্রোপলিটন সাংবাদিক ইউনিয়নের উদ্যোগে ইফতার ও দোয়া মাহফিল অনুষ্ঠিত হয়েছে। নগরীর একটি অভিজাত রেস্তোরাঁয় আয়োজিত অনুষ্ঠানে সাংবাদিক নেতৃবৃন্দ, বিশিষ্ট ব্যক্তিবর্গ ও রাজনৈতিক নেতারা উপস্থিত ছিলেন। দোয়া মাহফিলে দেশ ও জাতির কল্যাণ কামনা করা হয়।	[736, 1375, 963, 1454]
paragraph: স্পোর্টস রিপোর্টার ঃ বাছাইপর্বের গুরুত্বপূর্ণ ম্যাচে আজ উজবেকিস্তানের মুখোমুখি হচ্ছে বাংলাদেশ ফুটবল দল। ঘরের মাঠে স্বাগতিকরা ভালো ফলের আশা করছে। কোচ বলেছেন, রক্ষণভাগ শক্তিশালী রেখে প্রতি আক্রমণের কৌশলে খেলা হবে।	[1211, 904, 1511, 956]
lead-bullet-label: শীঘ্রই উন্নত ক্ষেপণাস্ত্রের ব্যবহার : আইআরজিসি	[424, 446, 666, 462]
date-registration-strip: রেজিঃ নং কেএন ১০৫, ৫৯তম বর্ষ ৬৬ সংখ্যা সোমবার ২৪ ফাল্গুন ১৪৩২, ৯ মার্চ ২০২৬, ১৯ রমজান ১৪৪৭ হিজরি, মূল্য ৪.০০ টাকা	[8, 167, 1516, 203]
column-left	[8, 208, 963, 1714]
police-meeting-photo	[499, 1493, 963, 1641]
photo-caption: পবিত্র মাহে রমজান উপলক্ষে জেলা প্রশাসনের আয়োজনে ইফতার সামগ্রী বিতরণ করা হয়। -পূর্বাঞ্চল	[373, 1130, 586, 1150]
paragraph: পূর্বাঞ্চল ডেস্ক ঃ বিদ্যুৎ ও জ্বালানি সাশ্রয়ের লক্ষ্যে আজ থেকে দেশের সব পাবলিক ও বেসরকারি বিশ্ববিদ্যালয়ে ঈদুল ফিতরের ছুটি শুরু হচ্ছে। বিশ্ববিদ্যালয় মঞ্জুরি কমিশনের নির্দেশনা অনুযায়ী ছুটি চলবে ঈদের পর আরও এক সপ্তাহ পর্যন্ত। শিক্ষার্থীদের হল ছাড়ার নির্দেশ দেওয়া হয়েছে। কর্তৃপক্ষ জানিয়েছে, ছুটিকালীন সময়ে প্রশাসনিক কার্যক্রম সীমিত আকারে চালু থাকবে।	[134, 1134, 359, 1227]
continuation-note[interactable]: ২-এর পাতায় দেখুন	[578, 1460, 651, 1471]
ad-line-2: পূর্বাঞ্চল ডায়ালগ সেন্টার	[107, 36, 185, 68]
ad-bullet-item	[17, 55, 107, 72]
